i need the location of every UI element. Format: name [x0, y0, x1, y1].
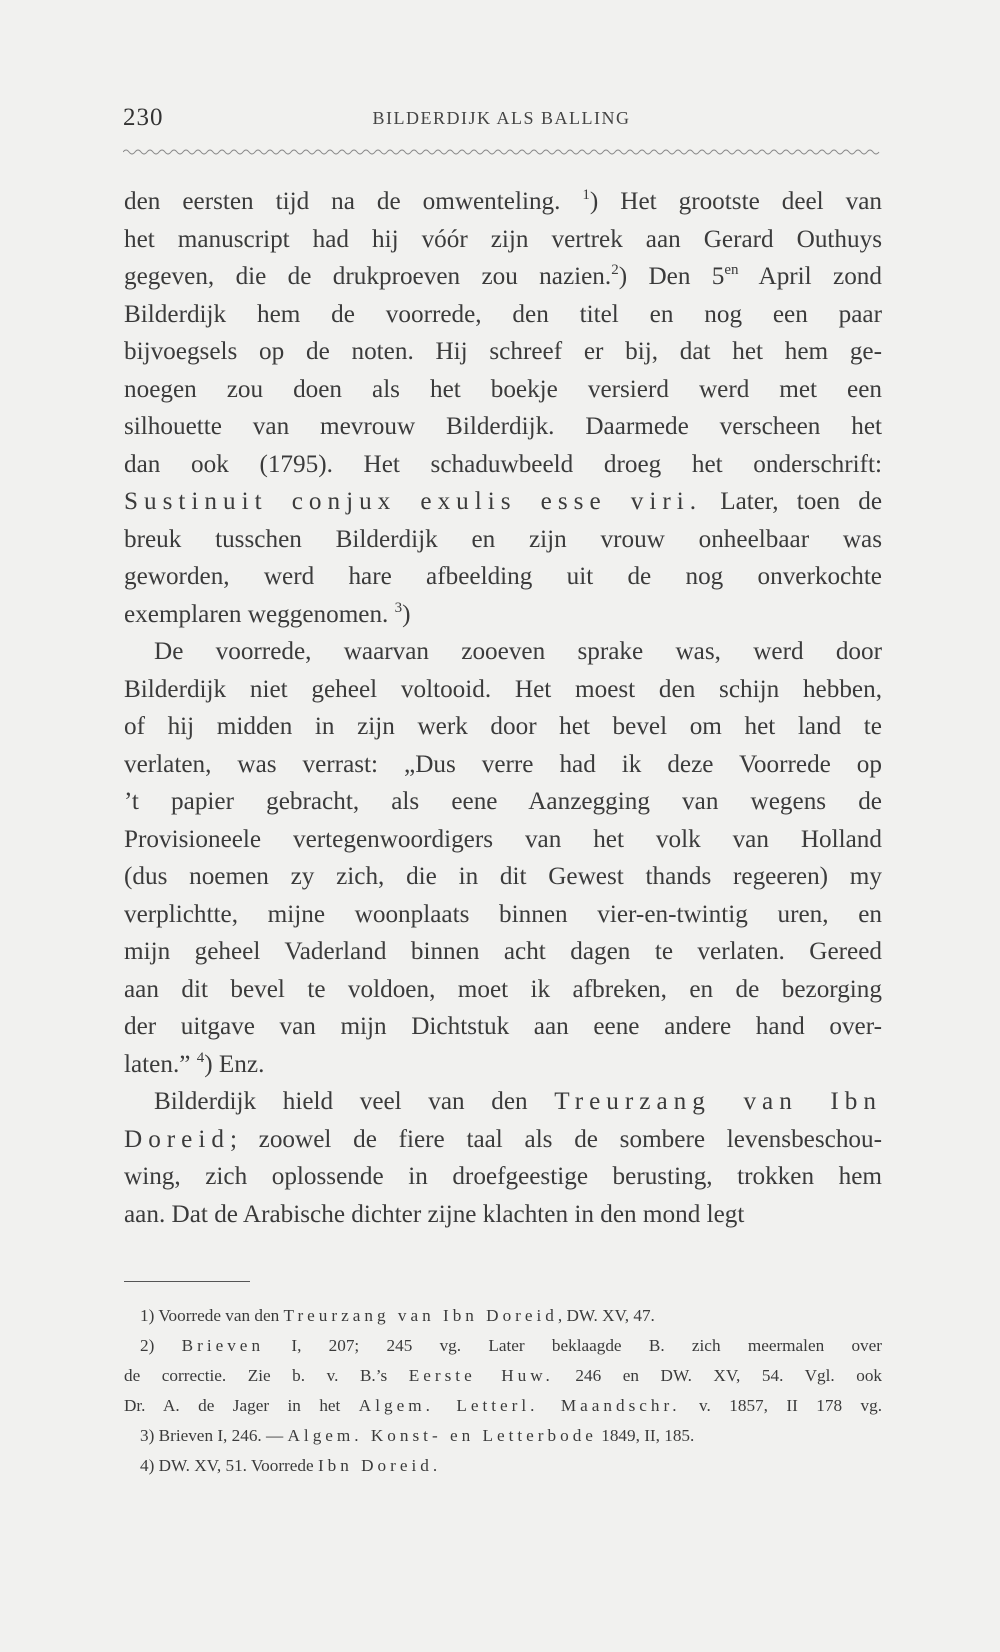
footnote-3: 3) Brieven I, 246. — Algem. Konst- en Letterbode 1849, II, 185.	[140, 1426, 695, 1445]
text-line: ’t papier gebracht, als eene Aanzegging van wegens de	[124, 788, 882, 815]
text-line: exemplaren weggenomen. $^3$)	[124, 599, 411, 628]
text-line: aan. Dat de Arabische dichter zijne klachten in den mond legt	[124, 1200, 745, 1228]
text-line: dan ook (1795). Het schaduwbeeld droeg het onderschrift:	[124, 450, 882, 478]
text-line: Provisioneele vertegenwoordigers van het volk van Holland	[124, 825, 882, 853]
text-line: Bilderdijk niet geheel voltooid. Het moest den schijn hebben,	[124, 675, 882, 703]
spaced-quote: Sustinuit conjux exulis esse viri.	[124, 488, 703, 515]
text-line: aan dit bevel te voldoen, moet ik afbreken, en de bezorging	[124, 975, 882, 1003]
text-line: noegen zou doen als het boekje versierd werd met een	[124, 375, 882, 403]
spaced-title: Doreid	[124, 1125, 230, 1153]
footnote-ref: 1	[582, 187, 590, 203]
text-line: gegeven, die de drukproeven zou nazien.$^2$) Den $5^{en}$ April zond	[124, 262, 882, 290]
text-line: (dus noemen zy zich, die in dit Gewest thands regeeren) my	[124, 863, 882, 890]
text-line: Sustinuit conjux exulis esse viri. Later, toen de	[124, 488, 882, 515]
text-line: mijn geheel Vaderland binnen acht dagen te verlaten. Gereed	[124, 938, 882, 965]
footnote-1: 1) Voorrede van den Treurzang van Ibn Doreid, DW. XV, 47.	[140, 1306, 655, 1325]
footnote-2-cont: de correctie. Zie b. v. B.’s Eerste Huw. 246 en DW. XV, 54. Vgl. ook	[124, 1366, 883, 1385]
text-line: Doreid; zoowel de fiere taal als de sombere levensbeschou-	[124, 1125, 882, 1153]
text-line: Bilderdijk hield veel van den Treurzang van Ibn	[154, 1088, 882, 1115]
text-line: silhouette van mevrouw Bilderdijk. Daarmede verscheen het	[124, 413, 882, 440]
spaced-title: Treurzang van Ibn	[554, 1088, 882, 1115]
body-text	[124, 183, 882, 1233]
text-line: den eersten tijd na de omwenteling. $^1$) Het grootste deel van	[124, 187, 882, 215]
text-line: verplichtte, mijne woonplaats binnen vier-en-twintig uren, en	[124, 900, 882, 928]
text-line: der uitgave van mijn Dichtstuk aan eene andere hand over-	[124, 1013, 882, 1040]
page-header	[123, 104, 880, 140]
text-line: of hij midden in zijn werk door het bevel om het land te	[124, 713, 882, 740]
running-title: BILDERDIJK ALS BALLING	[372, 108, 631, 128]
text-line: bijvoegsels op de noten. Hij schreef er bij, dat het hem ge-	[124, 338, 882, 365]
footnote-rule	[124, 1281, 250, 1282]
footnotes	[124, 1301, 882, 1481]
footnote-2: 2) Brieven I, 207; 245 vg. Later beklaagde B. zich meermalen over	[140, 1336, 882, 1355]
text-line: het manuscript had hij vóór zijn vertrek aan Gerard Outhuys	[124, 225, 882, 253]
text-line: De voorrede, waarvan zooeven sprake was, werd door	[154, 638, 882, 665]
text-line: Bilderdijk hem de voorrede, den titel en nog een paar	[124, 300, 882, 328]
footnote-ref: 2	[611, 262, 619, 278]
footnote-ref: 4	[196, 1049, 205, 1066]
footnote-4: 4) DW. XV, 51. Voorrede Ibn Doreid.	[140, 1456, 442, 1475]
text-line: laten.” $^4$) Enz.	[124, 1049, 265, 1078]
header-rule	[123, 148, 880, 156]
text-line: geworden, werd hare afbeelding uit de nog onverkochte	[124, 563, 882, 590]
text-line: verlaten, was verrast: „Dus verre had ik deze Voorrede op	[124, 750, 882, 778]
footnote-ref: 3	[394, 599, 403, 616]
page-number: 230	[123, 104, 164, 131]
text-line: breuk tusschen Bilderdijk en zijn vrouw onheelbaar was	[124, 525, 882, 553]
text-line: wing, zich oplossende in droefgeestige berusting, trokken hem	[124, 1163, 882, 1190]
footnote-2-cont: Dr. A. de Jager in het Algem. Letterl. Maandschr. v. 1857, II 178 vg.	[124, 1396, 882, 1415]
